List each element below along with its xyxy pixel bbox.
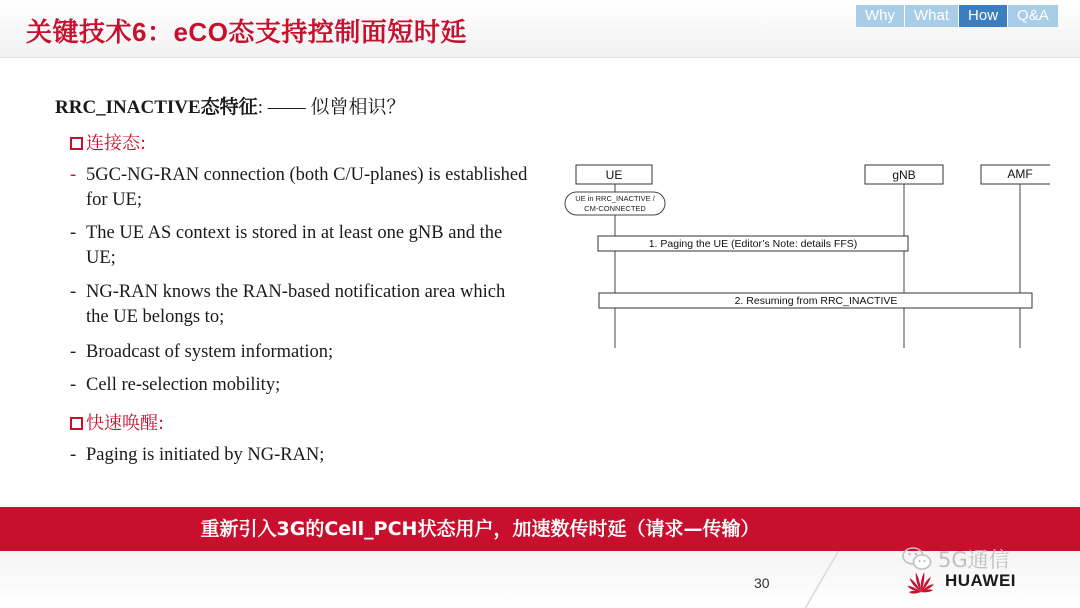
list-item [70,443,530,468]
list-item [70,340,530,365]
sequence-diagram [560,160,1050,360]
section-nav [856,5,1059,27]
section-connected [70,129,146,155]
slide-header [0,0,1080,58]
entity-ue [576,165,652,184]
section-wakeup-label: 快速唤醒: [86,413,165,434]
bullet-text: Broadcast of system information; [86,342,334,362]
bullet-text: The UE AS context is stored in at least one gNB and the UE; [86,223,503,268]
nav-how[interactable]: How [959,5,1007,27]
huawei-logo-icon [903,568,939,594]
content-heading [55,92,405,119]
ue-state-line2: CM-CONNECTED [584,204,646,213]
message-resume-label: 2. Resuming from RRC_INACTIVE [734,295,898,307]
message-paging-label: 1. Paging the UE (Editor’s Note: details FFS) [648,238,858,250]
list-item [70,163,530,213]
entity-gnb [865,165,943,184]
slide-title: 关键技术6：eCO态支持控制面短时延 [26,17,467,47]
entity-gnb-label: gNB [892,168,916,182]
entity-amf [981,165,1050,184]
bullet-dash: - [70,375,77,395]
bullet-text: NG-RAN knows the RAN-based notification area which the UE belongs to; [86,282,506,327]
bullet-dash: - [70,445,77,465]
huawei-brand [903,568,1016,594]
summary-banner: 重新引入3G的Cell_PCH状态用户，加速数传时延（请求—传输） [0,507,1080,551]
watermark-text: 5G通信 [938,548,1010,572]
list-item [70,280,530,330]
nav-qa[interactable]: Q&A [1008,5,1058,27]
bullet-dash: - [70,282,77,302]
bullet-dash: - [70,223,77,243]
heading-rest: : —— 似曾相识？ [257,97,406,118]
list-item [70,221,530,271]
bullet-dash: - [70,342,77,362]
bullet-text: 5GC-NG-RAN connection (both C/U-planes) is established for UE; [86,165,528,210]
message-resume [599,293,1032,308]
entity-amf-label: AMF [1007,167,1033,181]
checkbox-square-icon [70,417,83,430]
bullet-text: Cell re-selection mobility; [86,375,281,395]
checkbox-square-icon [70,137,83,150]
brand-name: HUAWEI [945,571,1016,590]
message-paging [598,236,908,251]
section-connected-label: 连接态: [86,133,147,154]
ue-state-line1: UE in RRC_INACTIVE / [575,194,655,203]
bullet-dash: - [70,165,77,185]
ue-state-oval [565,192,665,215]
list-item [70,373,530,398]
section-wakeup [70,409,164,435]
page-number: 30 [754,575,770,591]
entity-ue-label: UE [605,168,623,182]
nav-why[interactable]: Why [856,5,904,27]
nav-what[interactable]: What [905,5,958,27]
heading-bold: RRC_INACTIVE态特征 [55,97,258,118]
bullet-text: Paging is initiated by NG-RAN; [86,445,325,465]
